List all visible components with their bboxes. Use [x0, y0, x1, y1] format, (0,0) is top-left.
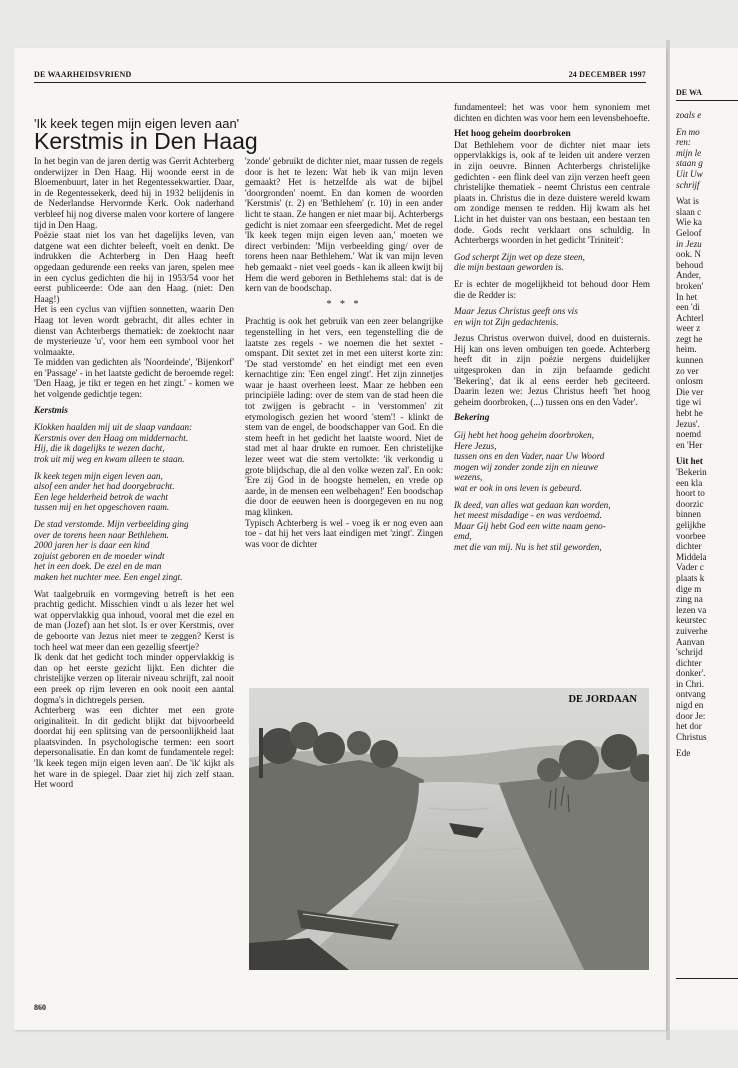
np-line: Uit Uw — [676, 168, 703, 179]
np-line: mijn le — [676, 147, 702, 158]
poem-line: mogen wij zonder zonde zijn en nieuwe — [454, 461, 598, 472]
np-line: Jezus'. — [676, 418, 700, 429]
np-line: dige m — [676, 583, 702, 594]
poem-line: Maar Gij hebt God een witte naam geno- — [454, 520, 606, 531]
np-line: Wat is — [676, 196, 699, 207]
article-kicker: 'Ik keek tegen mijn eigen leven aan' — [34, 116, 240, 131]
poem-line: Een lege helderheid betrok de wacht — [34, 491, 168, 502]
column-2 — [245, 156, 443, 549]
poem-line: het meest misdadige - en was verdoemd. — [454, 510, 602, 521]
paragraph: Te midden van gedichten als 'Noordeinde', 'Bijenkorf' en 'Passage' - in het laatste gedicht de beroemde regel: 'Den Haag, je tikt er tegen en het zingt.' - komen we het volgende gedichtje tegen: — [34, 357, 234, 400]
paragraph: Poëzie staat niet los van het dagelijks leven, van datgene wat een dichter beleeft, voelt en denkt. De indrukken die Achterberg in Den Haag heeft opgedaan gedurende een reeks van jaren, spelen mee in een cyclus gedichten die hij in 1953/54 voor het eerst publiceerde: Ode aan den Haag. (niet: Den Haag!) — [34, 230, 234, 304]
np-line: zuiverhe — [676, 625, 708, 636]
np-line: behoud — [676, 259, 704, 270]
np-line: Wie ka — [676, 217, 702, 228]
poem-line: emd, — [454, 531, 472, 542]
quote-line: die mijn bestaan geworden is. — [454, 262, 564, 273]
running-header — [34, 68, 646, 83]
poem-line: Hij, die ik dagelijks te wezen dacht, — [34, 443, 165, 454]
np-line: staan g — [676, 158, 703, 169]
next-page-header: DE WA — [676, 88, 702, 97]
column-3 — [454, 102, 650, 553]
poem-line: met die van mij. Nu is het stil geworden, — [454, 541, 602, 552]
next-page-column — [676, 110, 738, 759]
page-number: 860 — [34, 1003, 46, 1012]
np-line: en 'Her — [676, 439, 703, 450]
poem-line: zojuist geboren en de moeder windt — [34, 550, 165, 561]
poem-title-bekering: Bekering — [454, 413, 490, 424]
quote-line: God scherpt Zijn wet op deze steen, — [454, 251, 585, 262]
next-page-partial — [670, 48, 738, 1030]
issue-date: 24 DECEMBER 1997 — [568, 70, 646, 79]
np-line: zegt he — [676, 333, 703, 344]
np-line: dichter — [676, 657, 702, 668]
np-line: 'schrijd — [676, 647, 703, 658]
landscape-illustration — [249, 688, 649, 970]
np-line: onlosm — [676, 376, 704, 387]
poem-line: wezens, — [454, 472, 483, 483]
paragraph: In het begin van de jaren dertig was Gerrit Achterberg onderwijzer in Den Haag. Hij woonde eerst in de Bloemenbuurt, later in het Regentessekwartier. Daar, in de Regentessekerk, deed hij in 1932 belijdenis in de Nederlandse Hervormde Kerk. Ook naderhand verbleef hij nog diverse malen voor kortere of langere tijd in Den Haag. — [34, 156, 234, 230]
np-line: plaats k — [676, 572, 705, 583]
np-line: Middela — [676, 551, 707, 562]
subheading-hoog-geheim: Het hoog geheim doorbroken — [454, 129, 571, 140]
np-line: dichter — [676, 541, 702, 552]
np-line: zo ver — [676, 365, 699, 376]
np-line: Geloof — [676, 227, 702, 238]
column-1 — [34, 156, 234, 790]
paragraph: Er is echter de mogelijkheid tot behoud door Hem die de Redder is: — [454, 278, 650, 300]
np-line: noemd — [676, 429, 702, 440]
np-line: slaan c — [676, 206, 702, 217]
np-line: Christus — [676, 731, 707, 742]
section-break-stars: * * * — [326, 298, 362, 310]
poem-line: het in een doek. De ezel en de man — [34, 561, 162, 572]
np-line: Ede — [676, 748, 691, 759]
poem-title-kerstmis: Kerstmis — [34, 405, 68, 416]
np-subheading: Uit het — [676, 456, 703, 467]
paragraph: Typisch Achterberg is wel - voeg ik er nog even aan toe - dat hij het vers laat eindigen met 'zingt'. Zingen was voor de dichter — [245, 517, 443, 549]
quote-line: Maar Jezus Christus geeft ons vis — [454, 306, 578, 317]
np-line: In het — [676, 291, 698, 302]
photo-caption: DE JORDAAN — [568, 694, 637, 705]
np-line: lezen va — [676, 604, 707, 615]
poem-line: maken het nuchter mee. Een engel zingt. — [34, 571, 183, 582]
np-line: Vader c — [676, 562, 704, 573]
paragraph: Wat taalgebruik en vormgeving betreft is het een prachtig gedicht. Misschien vindt u als lezer het wel wat oppervlakkig qua inhoud, vooral met die ezel en de man (Jozef) aan het slot. Is er over Kerstmis, over de geboorte van Jezus niet meer te zeggen? Kerst is toch heel wat meer dan een gezellig sfeertje? — [34, 588, 234, 652]
np-line: En mo — [676, 126, 700, 137]
np-line: in Jezu — [676, 238, 702, 249]
poem-line: Ik keek tegen mijn eigen leven aan, — [34, 470, 163, 481]
publication-name: DE WAARHEIDSVRIEND — [34, 70, 132, 79]
np-line: Aanvan — [676, 636, 705, 647]
poem-line: tussen ons en den Vader, naar Uw Woord — [454, 451, 605, 462]
np-line: hoort to — [676, 488, 705, 499]
np-line: het dor — [676, 721, 702, 732]
poem-line: tussen mij en het opgeschoven raam. — [34, 502, 170, 513]
np-line: donker'. — [676, 668, 706, 679]
poem-line: alsof een ander het had doorgebracht. — [34, 481, 175, 492]
poem-line: 2000 jaren her is daar een kind — [34, 540, 150, 551]
poem-line: Here Jezus, — [454, 440, 497, 451]
np-line: heim. — [676, 344, 697, 355]
magazine-page — [14, 48, 666, 1030]
poem-line: Ik deed, van alles wat gedaan kan worden, — [454, 499, 611, 510]
paragraph: Jezus Christus overwon duivel, dood en duisternis. Hij kan ons leven ombuigen ten goede. Achterberg heeft dit in zijn poëzie nergens duidelijker uitgesproken dan in zijn befaamde gedicht 'Bekering', dat ik al eens eerder heb geciteerd. Daarin lezen we: Jezus Christus heeft 'het hoog geheim doorbroken, (...) tussen ons en den Vader'. — [454, 333, 650, 407]
np-line: keurstec — [676, 615, 707, 626]
paragraph: fundamenteel: het was voor hem synoniem met dichten en dichten was voor hem een levensbehoefte. — [454, 102, 650, 123]
np-line: in Chri. — [676, 678, 705, 689]
np-line: tige wi — [676, 397, 702, 408]
np-line: hebt he — [676, 408, 703, 419]
poem-line: wat er ook in ons leven is gebeurd. — [454, 483, 582, 493]
np-line: een 'di — [676, 302, 700, 313]
np-line: een kla — [676, 477, 703, 488]
np-line: door Je: — [676, 710, 706, 721]
np-line: Achterl — [676, 312, 704, 323]
np-line: weer z — [676, 323, 701, 334]
np-line: binnen — [676, 509, 702, 520]
np-line: ontvang — [676, 689, 706, 700]
np-line: nigd en — [676, 700, 704, 711]
paragraph: 'zonde' gebruikt de dichter niet, maar tussen de regels door is het te lezen: Wat heb ik van mijn leven gemaakt? Het is hetzelfde als wat de bijbel 'doorgronden' noemt. En dan komen de woorden 'Kerstmis' (r. 2) en 'Bethlehem' (r. 10) in een ander licht te staan. Ze hangen er niet maar bij. Achterbergs gedicht is niet zomaar een sfeergedicht. Met de regel 'Ik keek tegen mijn eigen leven aan,' moeten we direct verbinden: 'Mijn verbeelding ging/ over de torens heen naar Bethlehem.' Wat ik van mijn leven heb gemaakt - niet veel goeds - kan ik alleen kwijt bij Hem die werd geboren in Bethlehems stal: dat is de kern van de boodschap. — [245, 156, 443, 294]
poem-line: Gij hebt het hoog geheim doorbroken, — [454, 430, 594, 441]
paragraph: Achterberg was een dichter met een grote originaliteit. In dit gedicht blijkt dat bijvoorbeeld doordat hij een splitsing van de persoonlijkheid laat plaatsvinden. In psychologische termen: een soort depersonalisatie. En dan komt de fundamentele regel: 'Ik keek tegen mijn eigen leven aan'. De 'ik' kijkt als het ware in de spiegel. Daar ziet hij zich zelf staan. Het woord — [34, 705, 234, 790]
paragraph: Dat Bethlehem voor de dichter niet maar iets oppervlakkigs is, ook af te leiden uit andere verzen in zijn oeuvre. Binnen Achterbergs christelijke gedichten - een flink deel van zijn verzen heeft geen christelijke thematiek - neemt Christus een centrale plaats in. Christus die in deze duistere wereld kwam om zondige mensen te redden. Hij kwam als het Licht in het duister van ons bestaan, een bestaan ten dode. Gods recht verklaart ons schuldig. In Achterbergs woorden in het gedicht 'Triniteit': — [454, 139, 650, 246]
paragraph: Het is een cyclus van vijftien sonnetten, waarin Den Haag tot leven wordt gebracht, dit alles echter in dienst van Achterbergs thematiek: de zoektocht naar de mysterieuze 'u', voor hem een symbool voor het volmaakte. — [34, 304, 234, 357]
poem-line: De stad verstomde. Mijn verbeelding ging — [34, 519, 189, 529]
np-line: schrijf — [676, 179, 700, 190]
poem-line: over de torens heen naar Bethlehem. — [34, 529, 169, 540]
poem-line: trok uit mij weg en kwam alleen te staan. — [34, 454, 185, 465]
jordaan-photo — [249, 688, 649, 970]
np-line: zoals e — [676, 110, 702, 120]
np-line: gelijkhe — [676, 519, 706, 530]
poem-line: Klokken haalden mij uit de slaap vandaan: — [34, 422, 193, 433]
np-line: ren: — [676, 137, 691, 148]
poem-line: Kerstmis over den Haag om middernacht. — [34, 432, 189, 443]
np-line: voorbee — [676, 530, 706, 541]
np-line: Ander, — [676, 270, 701, 281]
paragraph: Ik denk dat het gedicht toch minder oppervlakkig is dan op het eerste gezicht lijkt. Een dichter die christelijke verzen op literair niveau schrijft, zal nooit een preek op rijm leveren en ook nooit een aantal dogma's in dichtregels persen. — [34, 652, 234, 705]
np-line: kunnen — [676, 355, 704, 366]
paragraph: Prachtig is ook het gebruik van een zeer belangrijke tegenstelling in het vers, een tegenstelling die de laatste zes regels - we noemen die het sextet - omspant. Dit sextet zet in met een uiterst korte zin: 'De stad verstomde' en het eindigt met een even kernachtige zin: 'Een engel zingt'. Het zijn zinnetjes waar je haast overheen leest. Maar ze hebben een principiële lading: over de stem van de stad heen die tot zwijgen is gebracht - in 'verstommen' zit etymologisch gezien het woord 'stem'! - klinkt de stem van de engel, de boodschapper van God. En die stem heeft in het gedicht het laatste woord. Niet de stad met al haar drukte en rumoer. Een christelijke lezer weet wat die stem vertolkte: 'ik verkondig u grote blijdschap, die al den volke wezen zal'. En ook: 'Ere zij God in de hoogste hemelen, en vrede op aarde, in de mensen een welbehagen!' Een boodschap die door de eeuwen heen is doorgegeven en nu nog mag klinken. — [245, 316, 443, 517]
np-line: Die ver — [676, 386, 704, 397]
quote-line: en wijn tot Zijn gedachtenis. — [454, 316, 559, 327]
np-line: 'Bekerin — [676, 467, 707, 477]
article-title: Kerstmis in Den Haag — [34, 128, 258, 154]
np-line: ook. N — [676, 249, 702, 260]
np-line: zing na — [676, 594, 703, 605]
np-line: doorzic — [676, 498, 704, 509]
np-line: broken' — [676, 280, 704, 291]
